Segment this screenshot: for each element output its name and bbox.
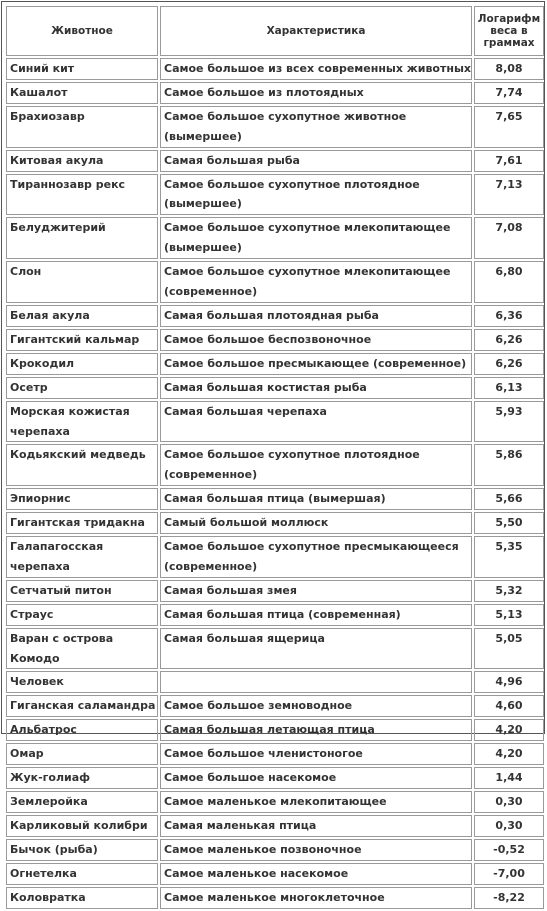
table-row: [6, 815, 544, 837]
cell-characteristic: Самое большое сухопутное пресмыкающееся (современное): [160, 536, 472, 578]
cell-characteristic: Самый большой моллюск: [160, 512, 472, 534]
table-row: [6, 604, 544, 626]
cell-characteristic: Самое большое сухопутное животное (вымершее): [160, 106, 472, 148]
animal-weight-table-frame: [1, 1, 545, 904]
cell-animal: Коловратка: [6, 887, 158, 909]
cell-animal: Гиганская саламандра: [6, 695, 158, 717]
table-body: [6, 58, 544, 909]
cell-animal: Жук-голиаф: [6, 767, 158, 789]
table-row: [6, 791, 544, 813]
cell-log-weight: 5,93: [474, 401, 544, 443]
cell-animal: Китовая акула: [6, 150, 158, 172]
cell-log-weight: 8,08: [474, 58, 544, 80]
cell-characteristic: Самое большое из всех современных животных: [160, 58, 472, 80]
cell-characteristic: Самое большое сухопутное млекопитающее (вымершее): [160, 217, 472, 259]
cell-animal: Сетчатый питон: [6, 580, 158, 602]
cell-log-weight: 7,65: [474, 106, 544, 148]
cell-animal: Слон: [6, 261, 158, 303]
cell-characteristic: Самое большое членистоногое: [160, 743, 472, 765]
cell-characteristic: Самое маленькое позвоночное: [160, 839, 472, 861]
table-row: [6, 671, 544, 693]
cell-animal: Брахиозавр: [6, 106, 158, 148]
table-row: [6, 580, 544, 602]
cell-animal: Осетр: [6, 377, 158, 399]
cell-log-weight: 7,61: [474, 150, 544, 172]
cell-log-weight: 5,05: [474, 628, 544, 670]
cell-log-weight: 6,26: [474, 329, 544, 351]
cell-characteristic: Самая большая рыба: [160, 150, 472, 172]
cell-characteristic: Самая большая летающая птица: [160, 719, 472, 741]
cell-characteristic: Самая большая птица (вымершая): [160, 488, 472, 510]
cell-characteristic: Самое большое сухопутное млекопитающее (современное): [160, 261, 472, 303]
cell-log-weight: 1,44: [474, 767, 544, 789]
table-row: [6, 444, 544, 486]
table-row: [6, 174, 544, 216]
table-row: [6, 839, 544, 861]
cell-animal: Белая акула: [6, 305, 158, 327]
table-row: [6, 536, 544, 578]
cell-log-weight: 7,13: [474, 174, 544, 216]
cell-animal: Варан с острова Комодо: [6, 628, 158, 670]
cell-log-weight: 4,96: [474, 671, 544, 693]
table-row: [6, 150, 544, 172]
cell-characteristic: Самая большая ящерица: [160, 628, 472, 670]
cell-animal: Бычок (рыба): [6, 839, 158, 861]
header-row: [6, 6, 544, 56]
cell-animal: Омар: [6, 743, 158, 765]
cell-log-weight: 4,60: [474, 695, 544, 717]
cell-log-weight: 4,20: [474, 719, 544, 741]
header-log-weight: Логарифм веса в граммах: [474, 6, 544, 56]
cell-characteristic: Самая большая черепаха: [160, 401, 472, 443]
cell-log-weight: 5,13: [474, 604, 544, 626]
cell-characteristic: Самое большое насекомое: [160, 767, 472, 789]
table-row: [6, 329, 544, 351]
cell-animal: Галапагосская черепаха: [6, 536, 158, 578]
table-row: [6, 401, 544, 443]
cell-log-weight: -0,52: [474, 839, 544, 861]
cell-characteristic: Самое большое пресмыкающее (современное): [160, 353, 472, 375]
table-row: [6, 353, 544, 375]
cell-characteristic: Самое маленькое многоклеточное: [160, 887, 472, 909]
cell-log-weight: 4,20: [474, 743, 544, 765]
table-row: [6, 261, 544, 303]
cell-characteristic: Самое маленькое насекомое: [160, 863, 472, 885]
table-row: [6, 887, 544, 909]
cell-characteristic: Самое большое земноводное: [160, 695, 472, 717]
header-characteristic: Характеристика: [160, 6, 472, 56]
cell-log-weight: 5,32: [474, 580, 544, 602]
cell-log-weight: 5,35: [474, 536, 544, 578]
table-row: [6, 863, 544, 885]
table-row: [6, 695, 544, 717]
cell-animal: Землеройка: [6, 791, 158, 813]
animal-weight-table: [4, 4, 546, 911]
cell-log-weight: 5,66: [474, 488, 544, 510]
cell-characteristic: Самая большая змея: [160, 580, 472, 602]
cell-animal: Эпиорнис: [6, 488, 158, 510]
cell-animal: Кашалот: [6, 82, 158, 104]
cell-characteristic: Самая большая птица (современная): [160, 604, 472, 626]
cell-log-weight: 6,13: [474, 377, 544, 399]
cell-animal: Гигантская тридакна: [6, 512, 158, 534]
cell-log-weight: 7,08: [474, 217, 544, 259]
cell-characteristic: Самое большое сухопутное плотоядное (вымершее): [160, 174, 472, 216]
cell-log-weight: 6,80: [474, 261, 544, 303]
cell-characteristic: Самая маленькая птица: [160, 815, 472, 837]
table-row: [6, 743, 544, 765]
cell-animal: Альбатрос: [6, 719, 158, 741]
cell-animal: Человек: [6, 671, 158, 693]
table-row: [6, 217, 544, 259]
table-row: [6, 106, 544, 148]
cell-characteristic: Самая большая плотоядная рыба: [160, 305, 472, 327]
cell-log-weight: 0,30: [474, 791, 544, 813]
cell-log-weight: 5,50: [474, 512, 544, 534]
cell-log-weight: 0,30: [474, 815, 544, 837]
table-row: [6, 305, 544, 327]
table-row: [6, 719, 544, 741]
cell-log-weight: -7,00: [474, 863, 544, 885]
cell-log-weight: 5,86: [474, 444, 544, 486]
cell-log-weight: 6,26: [474, 353, 544, 375]
cell-characteristic: Самая большая костистая рыба: [160, 377, 472, 399]
cell-animal: Тираннозавр рекс: [6, 174, 158, 216]
table-row: [6, 767, 544, 789]
table-row: [6, 488, 544, 510]
cell-characteristic: Самое большое беспозвоночное: [160, 329, 472, 351]
table-row: [6, 82, 544, 104]
header-animal: Животное: [6, 6, 158, 56]
cell-animal: Кодьякский медведь: [6, 444, 158, 486]
cell-animal: Страус: [6, 604, 158, 626]
table-row: [6, 512, 544, 534]
cell-animal: Гигантский кальмар: [6, 329, 158, 351]
cell-log-weight: 6,36: [474, 305, 544, 327]
cell-animal: Белуджитерий: [6, 217, 158, 259]
cell-log-weight: -8,22: [474, 887, 544, 909]
table-row: [6, 377, 544, 399]
cell-characteristic: [160, 671, 472, 693]
cell-characteristic: Самое большое сухопутное плотоядное (современное): [160, 444, 472, 486]
cell-animal: Морская кожистая черепаха: [6, 401, 158, 443]
cell-log-weight: 7,74: [474, 82, 544, 104]
cell-animal: Крокодил: [6, 353, 158, 375]
table-row: [6, 58, 544, 80]
table-row: [6, 628, 544, 670]
cell-characteristic: Самое маленькое млекопитающее: [160, 791, 472, 813]
cell-animal: Огнетелка: [6, 863, 158, 885]
cell-characteristic: Самое большое из плотоядных: [160, 82, 472, 104]
cell-animal: Синий кит: [6, 58, 158, 80]
cell-animal: Карликовый колибри: [6, 815, 158, 837]
